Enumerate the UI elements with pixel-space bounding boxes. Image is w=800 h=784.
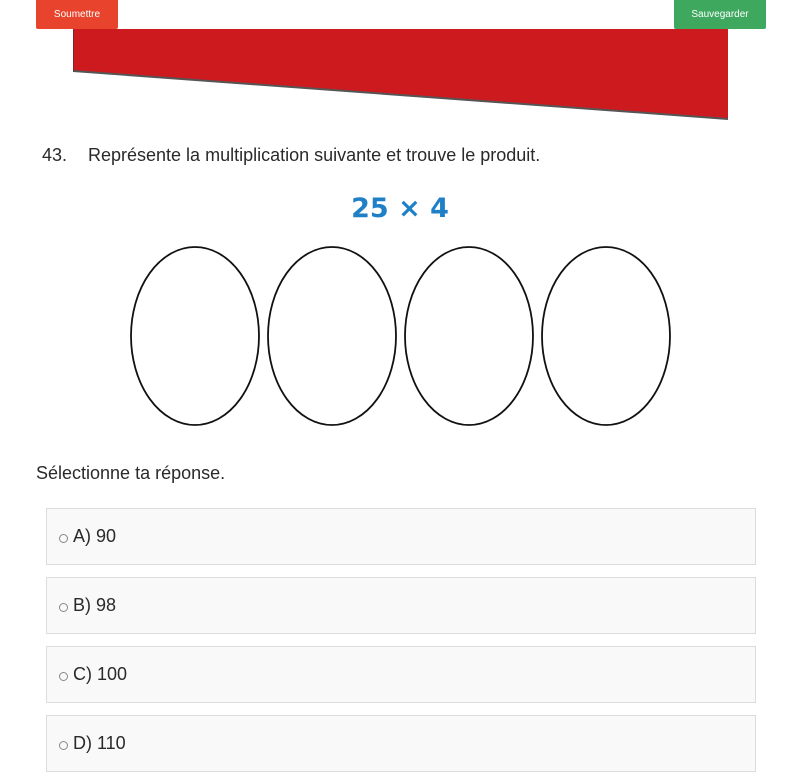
answer-option-a[interactable] [46, 508, 756, 565]
multiplication-figure [0, 190, 800, 435]
question [42, 145, 540, 166]
group-oval-2 [268, 247, 396, 425]
answer-option-d[interactable] [46, 715, 756, 772]
submit-button[interactable]: Soumettre [36, 0, 118, 29]
radio-icon[interactable] [59, 741, 68, 750]
group-ovals [0, 190, 800, 435]
answer-option-label: D) 110 [73, 733, 126, 753]
answer-option-label: B) 98 [73, 595, 117, 615]
question-text: Représente la multiplication suivante et trouve le produit. [88, 145, 541, 165]
group-oval-1 [131, 247, 259, 425]
multiplication-expression: 25 × 4 [351, 193, 449, 224]
radio-icon[interactable] [59, 534, 68, 543]
question-number: 43. [42, 145, 68, 165]
answer-option-b[interactable] [46, 577, 756, 634]
answer-option-label: C) 100 [73, 664, 128, 684]
header-banner [73, 29, 728, 121]
save-button[interactable]: Sauvegarder [674, 0, 766, 29]
group-oval-3 [405, 247, 533, 425]
radio-icon[interactable] [59, 672, 68, 681]
radio-icon[interactable] [59, 603, 68, 612]
answer-prompt: Sélectionne ta réponse. [36, 463, 226, 483]
group-oval-4 [542, 247, 670, 425]
answer-option-c[interactable] [46, 646, 756, 703]
answer-options [46, 508, 756, 784]
answer-option-label: A) 90 [73, 526, 117, 546]
